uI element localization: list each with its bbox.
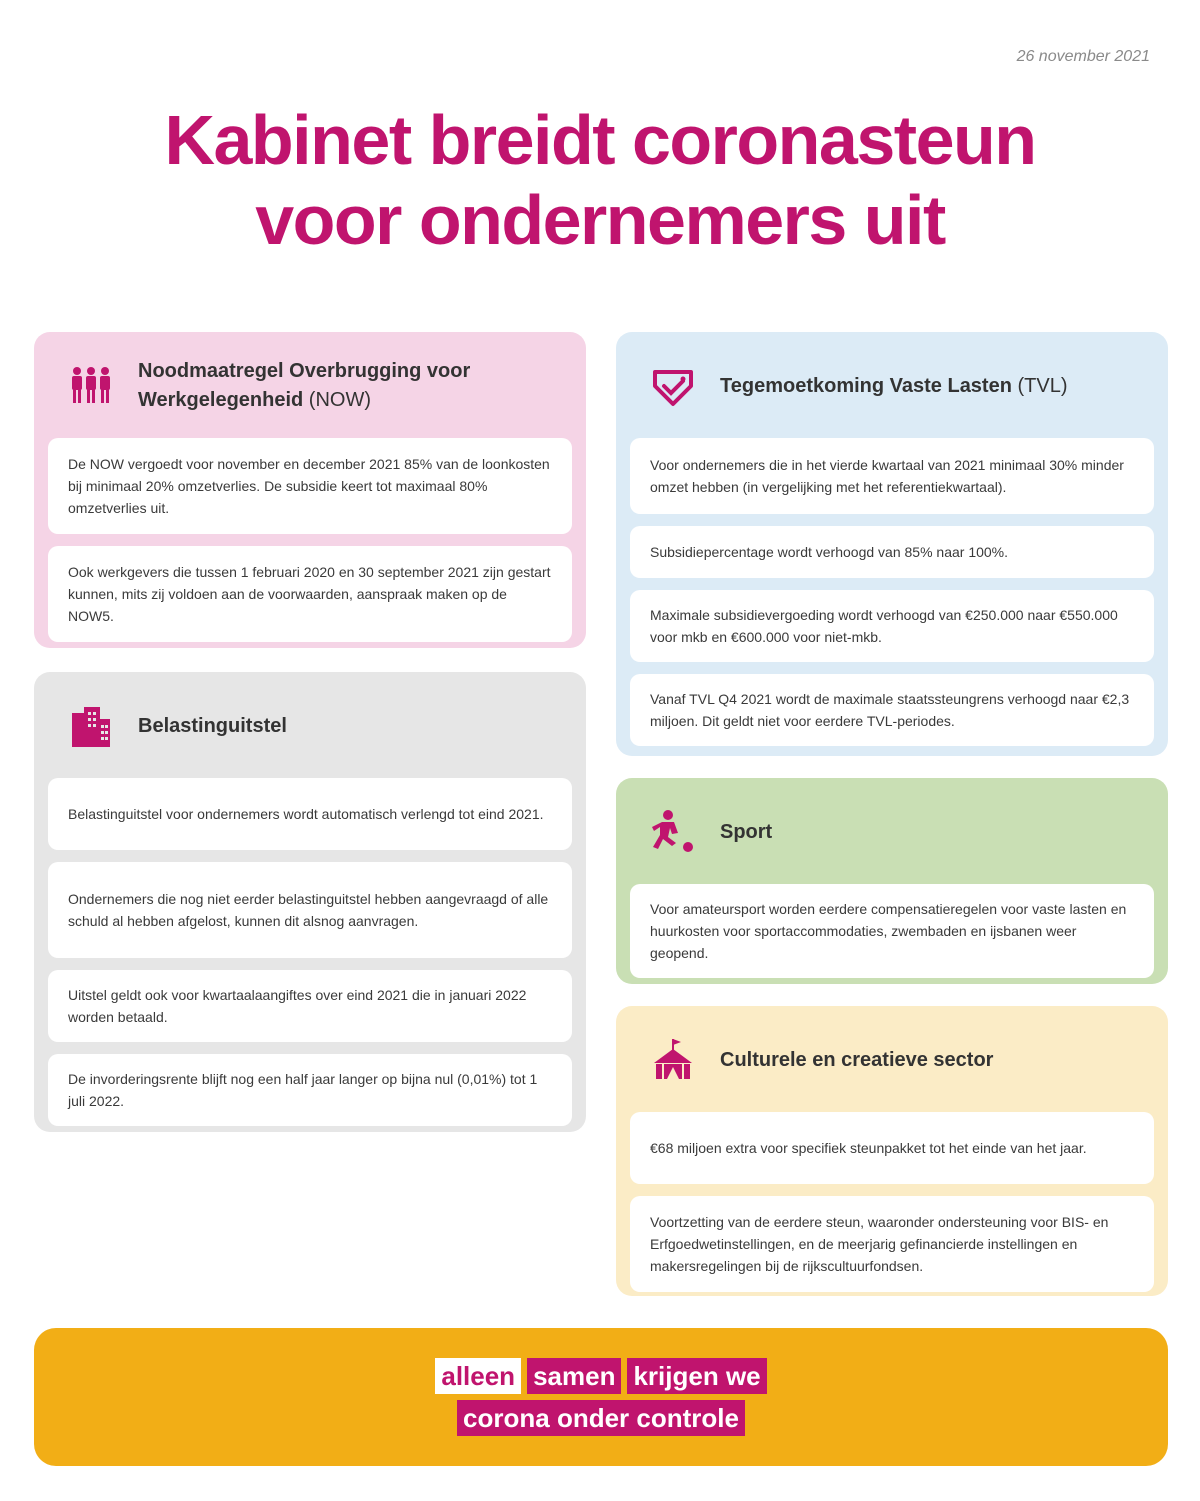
page-title-line-1: Kabinet breidt coronasteun: [164, 101, 1036, 179]
cultuur-item-1: €68 miljoen extra voor specifiek steunpakket tot het einde van het jaar.: [630, 1112, 1154, 1184]
tvl-card-header: [630, 346, 1154, 426]
sport-item-1: Voor amateursport worden eerdere compensatieregelen voor vaste lasten en huurkosten voor sportaccommodaties, zwembaden en ijsbanen weer geopend.: [630, 884, 1154, 978]
tvl-card-title: [720, 372, 1068, 401]
tag-icon: [650, 363, 696, 409]
tvl-item-4: Vanaf TVL Q4 2021 wordt de maximale staatssteungrens verhoogd naar €2,3 miljoen. Dit geldt niet voor eerdere TVL-periodes.: [630, 674, 1154, 746]
banner-slogan: corona onder controle: [457, 1400, 745, 1436]
now-item-1: De NOW vergoedt voor november en december 2021 85% van de loonkosten bij minimaal 20% omzetverlies. De subsidie keert tot maximaal 80% omzetverlies uit.: [48, 438, 572, 534]
belasting-item-1: Belastinguitstel voor ondernemers wordt automatisch verlengd tot eind 2021.: [48, 778, 572, 850]
banner-word-krijgen-we: krijgen we: [627, 1358, 766, 1394]
sport-card-header: [630, 792, 1154, 872]
cultuur-item-2: Voortzetting van de eerdere steun, waaronder ondersteuning voor BIS- en Erfgoedwetinstellingen, en de meerjarig gefinancierde instellingen en makersregelingen bij de rijkscultuurfondsen.: [630, 1196, 1154, 1292]
now-title-main: Noodmaatregel Overbrugging voor Werkgelegenheid: [138, 360, 471, 411]
banner-word-samen: samen: [527, 1358, 621, 1394]
belasting-card-header: [48, 686, 572, 766]
belasting-item-4: De invorderingsrente blijft nog een half jaar langer op bijna nul (0,01%) tot 1 juli 2022.: [48, 1054, 572, 1126]
cultuur-card-title: Culturele en creatieve sector: [720, 1048, 994, 1071]
page-title: [0, 100, 1200, 260]
circus-tent-icon: [650, 1037, 696, 1083]
tvl-item-2: Subsidiepercentage wordt verhoogd van 85% naar 100%.: [630, 526, 1154, 578]
now-card-header: [48, 346, 572, 426]
date-label: 26 november 2021: [1016, 48, 1150, 65]
people-icon: [68, 363, 114, 409]
now-card: [34, 332, 586, 648]
sport-card: [616, 778, 1168, 984]
page-title-line-2: voor ondernemers uit: [255, 181, 945, 259]
belasting-item-3: Uitstel geldt ook voor kwartaalaangiftes over eind 2021 die in januari 2022 worden betaald.: [48, 970, 572, 1042]
banner-line-1: [435, 1358, 766, 1394]
belasting-card-title: Belastinguitstel: [138, 714, 287, 737]
belasting-card: [34, 672, 586, 1132]
football-player-icon: [650, 809, 696, 855]
now-card-title: [138, 357, 572, 415]
banner-line-2: [457, 1400, 745, 1436]
tvl-item-3: Maximale subsidievergoeding wordt verhoogd van €250.000 naar €550.000 voor mkb en €600.000 voor niet-mkb.: [630, 590, 1154, 662]
belasting-item-2: Ondernemers die nog niet eerder belastinguitstel hebben aangevraagd of alle schuld al hebben afgelost, kunnen dit alsnog aanvragen.: [48, 862, 572, 958]
tvl-title-suffix: (TVL): [1017, 374, 1068, 397]
tvl-title-main: Tegemoetkoming Vaste Lasten: [720, 374, 1012, 397]
building-icon: [68, 703, 114, 749]
tvl-item-1: Voor ondernemers die in het vierde kwartaal van 2021 minimaal 30% minder omzet hebben (in vergelijking met het referentiekwartaal).: [630, 438, 1154, 514]
campaign-banner: [34, 1328, 1168, 1466]
cultuur-card: [616, 1006, 1168, 1296]
now-item-2: Ook werkgevers die tussen 1 februari 2020 en 30 september 2021 zijn gestart kunnen, mits zij voldoen aan de voorwaarden, aanspraak maken op de NOW5.: [48, 546, 572, 642]
tvl-card: [616, 332, 1168, 756]
sport-card-title: Sport: [720, 820, 773, 843]
cultuur-card-header: [630, 1020, 1154, 1100]
banner-word-alleen: alleen: [435, 1358, 521, 1394]
now-title-suffix: (NOW): [308, 389, 371, 411]
